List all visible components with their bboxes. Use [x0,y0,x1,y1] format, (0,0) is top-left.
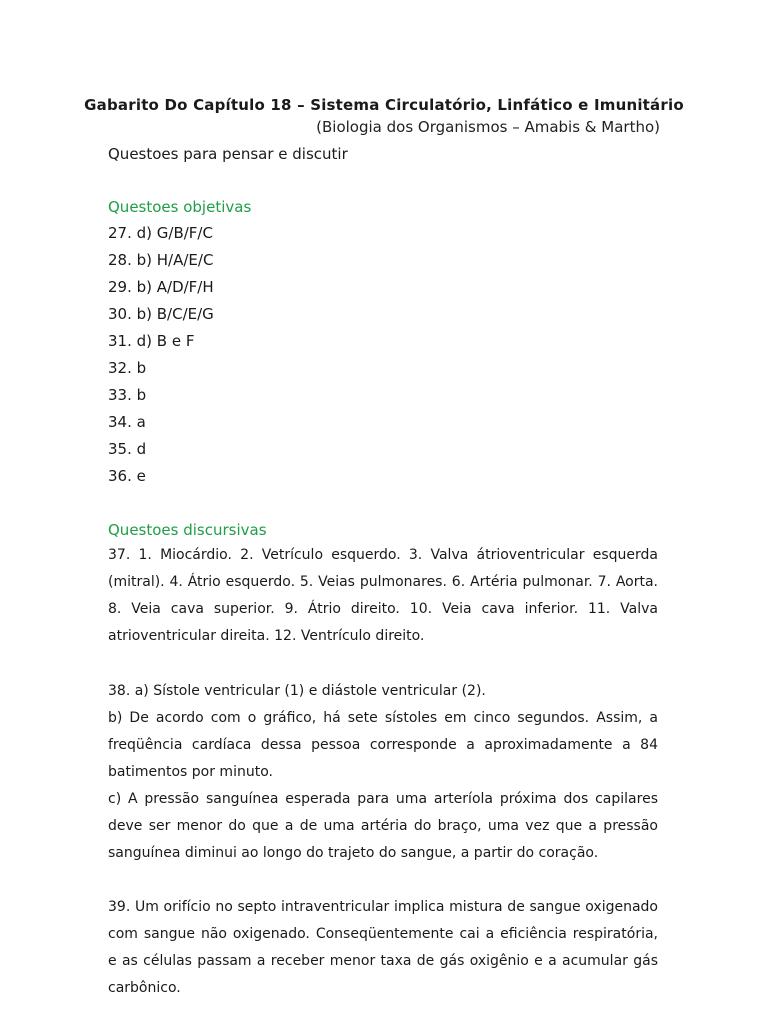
objective-answer: 28. b) H/A/E/C [108,251,214,269]
answer-38a: 38. a) Sístole ventricular (1) e diástole ventricular (2). [108,683,486,699]
objective-answer: 33. b [108,386,147,404]
objective-answer: 34. a [108,413,146,431]
objective-answer: 32. b [108,359,147,377]
discursivas-heading: Questoes discursivas [108,521,267,539]
objetivas-heading: Questoes objetivas [108,198,252,216]
answer-38b: b) De acordo com o gráfico, há sete sístoles em cinco segundos. Assim, a freqüência cardíaca dessa pessoa corresponde a aproximadamente a 84 batimentos por minuto. [108,710,658,780]
page-subtitle: (Biologia dos Organismos – Amabis & Martho) [316,118,660,136]
objective-answer: 29. b) A/D/F/H [108,278,214,296]
objective-answer: 27. d) G/B/F/C [108,224,213,242]
page-title: Gabarito Do Capítulo 18 – Sistema Circulatório, Linfático e Imunitário [84,96,684,114]
objective-answer: 31. d) B e F [108,332,195,350]
objective-answer: 35. d [108,440,147,458]
questoes-pensar-heading: Questoes para pensar e discutir [108,145,348,163]
objective-answer: 36. e [108,467,146,485]
answer-39: 39. Um orifício no septo intraventricular implica mistura de sangue oxigenado com sangue não oxigenado. Conseqüentemente cai a eficiência respiratória, e as células passam a receber menor taxa de gás oxigênio e a acumular gás carbônico. [108,899,658,996]
answer-38c: c) A pressão sanguínea esperada para uma arteríola próxima dos capilares deve ser menor do que a de uma artéria do braço, uma vez que a pressão sanguínea diminui ao longo do trajeto do sangue, a partir do coração. [108,791,658,861]
objective-answer: 30. b) B/C/E/G [108,305,214,323]
answer-37: 37. 1. Miocárdio. 2. Vetrículo esquerdo. 3. Valva átrioventricular esquerda (mitral). 4. Átrio esquerdo. 5. Veias pulmonares. 6. Artéria pulmonar. 7. Aorta. 8. Veia cava superior. 9. Átrio direito. 10. Veia cava inferior. 11. Valva atrioventricular direita. 12. Ventrículo direito. [108,547,658,644]
